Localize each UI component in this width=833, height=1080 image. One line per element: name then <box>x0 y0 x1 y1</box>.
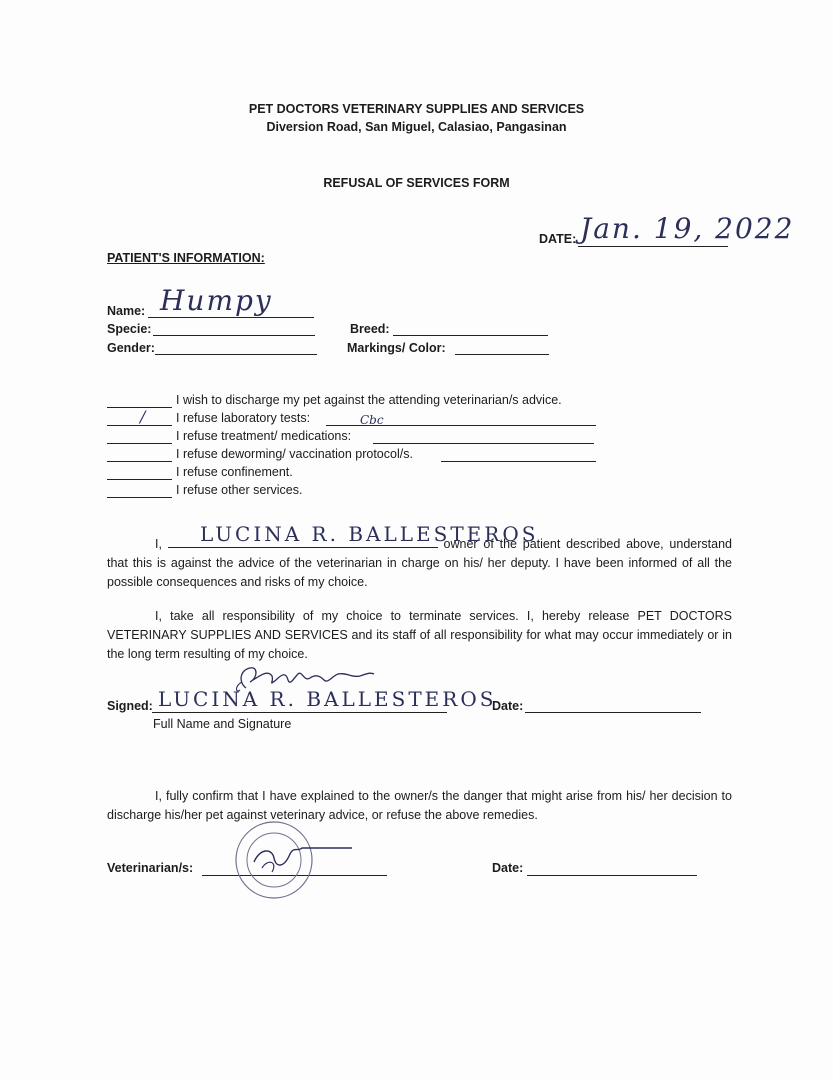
option-blank[interactable] <box>107 461 172 462</box>
signed-line[interactable] <box>152 712 447 713</box>
date-line <box>578 246 728 247</box>
breed-field[interactable] <box>393 335 548 336</box>
option-text: I refuse laboratory tests: <box>176 411 311 425</box>
name-line <box>148 317 314 318</box>
signed-label: Signed: <box>107 699 153 713</box>
lab-tests-value[interactable]: Cbc <box>360 413 384 427</box>
date-label: DATE: <box>539 232 577 246</box>
gender-field[interactable] <box>155 354 317 355</box>
signed-name-handwritten[interactable]: LUCINA R. BALLESTEROS <box>158 687 497 711</box>
date-value[interactable]: Jan. 19, 2022 <box>580 212 795 245</box>
deworming-field[interactable] <box>441 461 596 462</box>
option-text: I wish to discharge my pet against the attending veterinarian/s advice. <box>176 393 562 407</box>
veterinarian-label: Veterinarian/s: <box>107 861 194 875</box>
company-name: PET DOCTORS VETERINARY SUPPLIES AND SERVICES <box>248 102 585 116</box>
owner-signature <box>228 660 388 700</box>
option-check-mark: / <box>140 407 148 426</box>
specie-field[interactable] <box>153 335 315 336</box>
veterinarian-stamp <box>232 818 316 902</box>
company-address: Diversion Road, San Miguel, Calasiao, Pangasinan <box>266 120 567 134</box>
option-text: I refuse confinement. <box>176 465 293 479</box>
signed-date-field[interactable] <box>525 712 701 713</box>
veterinarian-date-label: Date: <box>492 861 524 875</box>
patient-info-heading: PATIENT'S INFORMATION: <box>107 251 265 265</box>
release-statement: I, take all responsibility of my choice to terminate services. I, hereby release PET DOCTORS VETERINARY SUPPLIES AND SERVICES and its staff of all responsibility for what may occur immediately or in the long term resulting of my choice. <box>107 609 732 661</box>
treatment-field[interactable] <box>373 443 594 444</box>
confirmation-statement: I, fully confirm that I have explained to the owner/s the danger that might arise from his/ her decision to discharge his/her pet against veterinary advice, or refuse the above remedies. <box>107 789 732 822</box>
veterinarian-date-field[interactable] <box>527 875 697 876</box>
form-title: REFUSAL OF SERVICES FORM <box>323 176 510 190</box>
statement-prefix: I, <box>155 537 162 551</box>
markings-label: Markings/ Color: <box>347 341 446 355</box>
signed-date-label: Date: <box>492 699 524 713</box>
owner-name-handwritten[interactable]: LUCINA R. BALLESTEROS <box>200 522 539 546</box>
name-value[interactable]: Humpy <box>160 284 273 317</box>
option-text: I refuse treatment/ medications: <box>176 429 352 443</box>
option-text: I refuse other services. <box>176 483 303 497</box>
option-blank[interactable] <box>107 443 172 444</box>
statement-text: owner of the patient described above, understand that this is against the advice of the veterinarian in charge on his/ her deputy. I have been informed of all the possible consequences and risks of my choice. <box>107 537 732 589</box>
markings-field[interactable] <box>455 354 549 355</box>
option-text: I refuse deworming/ vaccination protocol/s. <box>176 447 413 461</box>
gender-label: Gender: <box>107 341 155 355</box>
name-label: Name: <box>107 304 146 318</box>
specie-label: Specie: <box>107 322 152 336</box>
option-blank[interactable] <box>107 497 172 498</box>
breed-label: Breed: <box>350 322 390 336</box>
signed-caption: Full Name and Signature <box>153 717 292 731</box>
option-blank[interactable] <box>107 479 172 480</box>
